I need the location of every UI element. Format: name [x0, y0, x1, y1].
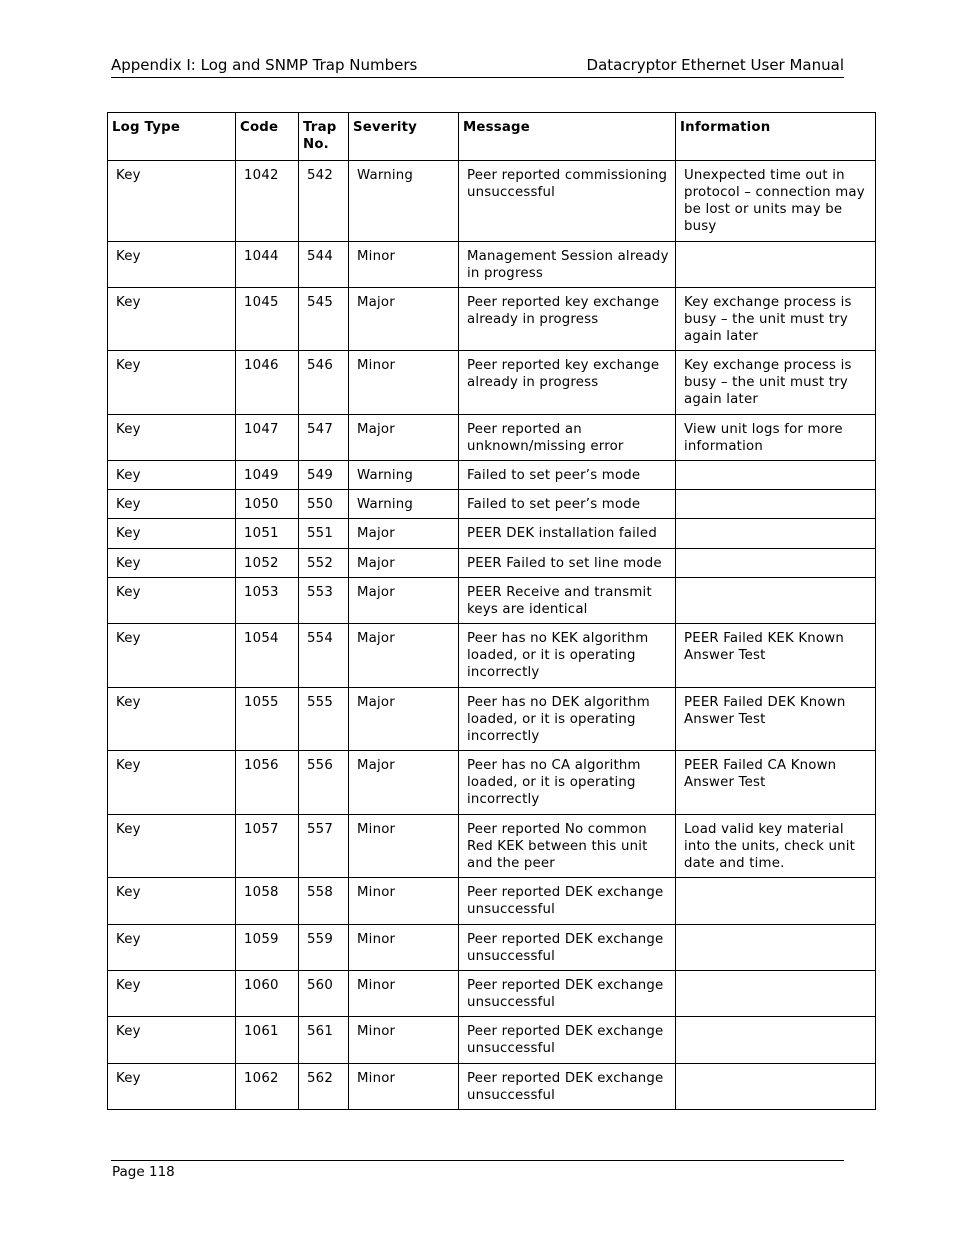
cell-log-type: Key	[108, 351, 236, 415]
cell-code: 1051	[236, 519, 299, 549]
table-row	[108, 288, 876, 351]
cell-code: 1047	[236, 415, 299, 461]
cell-log-type: Key	[108, 490, 236, 519]
cell-severity: Minor	[349, 878, 459, 925]
cell-trap-no: 549	[299, 461, 349, 490]
cell-severity: Major	[349, 549, 459, 578]
cell-severity: Major	[349, 519, 459, 549]
cell-code: 1056	[236, 751, 299, 815]
cell-information	[676, 971, 876, 1017]
cell-code: 1060	[236, 971, 299, 1017]
cell-information: Unexpected time out in protocol – connection may be lost or units may be busy	[676, 161, 876, 242]
cell-information: PEER Failed CA Known Answer Test	[676, 751, 876, 815]
cell-trap-no: 546	[299, 351, 349, 415]
cell-message: Peer reported commissioning unsuccessful	[459, 161, 676, 242]
cell-message: Management Session already in progress	[459, 242, 676, 288]
cell-message: Peer reported key exchange already in progress	[459, 288, 676, 351]
cell-log-type: Key	[108, 519, 236, 549]
cell-severity: Minor	[349, 1064, 459, 1110]
cell-severity: Minor	[349, 351, 459, 415]
cell-code: 1055	[236, 688, 299, 751]
cell-trap-no: 553	[299, 578, 349, 624]
log-trap-table	[107, 112, 876, 1110]
cell-log-type: Key	[108, 242, 236, 288]
cell-message: Peer reported key exchange already in progress	[459, 351, 676, 415]
cell-message: PEER Failed to set line mode	[459, 549, 676, 578]
cell-log-type: Key	[108, 878, 236, 925]
table-body	[108, 161, 876, 1110]
cell-information	[676, 878, 876, 925]
cell-information: PEER Failed KEK Known Answer Test	[676, 624, 876, 688]
cell-log-type: Key	[108, 415, 236, 461]
cell-log-type: Key	[108, 461, 236, 490]
cell-trap-no: 557	[299, 815, 349, 878]
cell-code: 1062	[236, 1064, 299, 1110]
cell-severity: Major	[349, 688, 459, 751]
cell-severity: Major	[349, 288, 459, 351]
cell-information	[676, 519, 876, 549]
cell-trap-no: 545	[299, 288, 349, 351]
cell-code: 1050	[236, 490, 299, 519]
col-header-log-type: Log Type	[108, 113, 236, 161]
table-row	[108, 1017, 876, 1064]
cell-information	[676, 549, 876, 578]
table-row	[108, 461, 876, 490]
cell-message: Peer reported DEK exchange unsuccessful	[459, 878, 676, 925]
cell-severity: Major	[349, 751, 459, 815]
cell-severity: Minor	[349, 971, 459, 1017]
table-row	[108, 578, 876, 624]
cell-message: Peer has no DEK algorithm loaded, or it is operating incorrectly	[459, 688, 676, 751]
table-row	[108, 519, 876, 549]
cell-information: View unit logs for more information	[676, 415, 876, 461]
cell-severity: Warning	[349, 461, 459, 490]
cell-code: 1044	[236, 242, 299, 288]
cell-trap-no: 542	[299, 161, 349, 242]
cell-code: 1058	[236, 878, 299, 925]
cell-trap-no: 562	[299, 1064, 349, 1110]
cell-message: PEER Receive and transmit keys are identical	[459, 578, 676, 624]
table-row	[108, 878, 876, 925]
col-header-information: Information	[676, 113, 876, 161]
cell-message: Peer reported DEK exchange unsuccessful	[459, 1017, 676, 1064]
cell-log-type: Key	[108, 925, 236, 971]
cell-trap-no: 556	[299, 751, 349, 815]
table-row	[108, 925, 876, 971]
cell-log-type: Key	[108, 688, 236, 751]
cell-log-type: Key	[108, 161, 236, 242]
cell-trap-no: 558	[299, 878, 349, 925]
cell-message: Failed to set peer’s mode	[459, 490, 676, 519]
cell-log-type: Key	[108, 624, 236, 688]
cell-information: PEER Failed DEK Known Answer Test	[676, 688, 876, 751]
cell-message: Failed to set peer’s mode	[459, 461, 676, 490]
cell-information	[676, 1064, 876, 1110]
table-row	[108, 751, 876, 815]
col-header-code: Code	[236, 113, 299, 161]
cell-message: Peer reported No common Red KEK between this unit and the peer	[459, 815, 676, 878]
table-header-row	[108, 113, 876, 161]
col-header-trap-no: Trap No.	[299, 113, 349, 161]
cell-trap-no: 554	[299, 624, 349, 688]
col-header-severity: Severity	[349, 113, 459, 161]
cell-severity: Major	[349, 415, 459, 461]
table-row	[108, 624, 876, 688]
cell-message: Peer has no KEK algorithm loaded, or it is operating incorrectly	[459, 624, 676, 688]
col-header-message: Message	[459, 113, 676, 161]
cell-message: Peer reported an unknown/missing error	[459, 415, 676, 461]
cell-code: 1057	[236, 815, 299, 878]
cell-information: Load valid key material into the units, check unit date and time.	[676, 815, 876, 878]
cell-log-type: Key	[108, 578, 236, 624]
table-row	[108, 1064, 876, 1110]
cell-information	[676, 242, 876, 288]
cell-severity: Warning	[349, 490, 459, 519]
page-header	[111, 55, 844, 78]
cell-log-type: Key	[108, 288, 236, 351]
cell-trap-no: 544	[299, 242, 349, 288]
cell-log-type: Key	[108, 815, 236, 878]
cell-severity: Minor	[349, 242, 459, 288]
cell-information	[676, 925, 876, 971]
cell-code: 1042	[236, 161, 299, 242]
table-row	[108, 688, 876, 751]
table-row	[108, 351, 876, 415]
cell-code: 1059	[236, 925, 299, 971]
cell-code: 1052	[236, 549, 299, 578]
cell-trap-no: 552	[299, 549, 349, 578]
cell-code: 1053	[236, 578, 299, 624]
cell-information	[676, 490, 876, 519]
cell-message: Peer reported DEK exchange unsuccessful	[459, 1064, 676, 1110]
cell-information	[676, 578, 876, 624]
cell-log-type: Key	[108, 971, 236, 1017]
cell-severity: Minor	[349, 925, 459, 971]
cell-code: 1045	[236, 288, 299, 351]
cell-trap-no: 559	[299, 925, 349, 971]
cell-trap-no: 550	[299, 490, 349, 519]
cell-information	[676, 461, 876, 490]
cell-trap-no: 551	[299, 519, 349, 549]
table-row	[108, 161, 876, 242]
table-row	[108, 490, 876, 519]
cell-trap-no: 560	[299, 971, 349, 1017]
cell-severity: Minor	[349, 815, 459, 878]
header-manual-title: Datacryptor Ethernet User Manual	[586, 56, 844, 74]
table-row	[108, 242, 876, 288]
cell-message: Peer reported DEK exchange unsuccessful	[459, 971, 676, 1017]
cell-log-type: Key	[108, 1017, 236, 1064]
cell-information: Key exchange process is busy – the unit must try again later	[676, 351, 876, 415]
cell-trap-no: 555	[299, 688, 349, 751]
cell-information	[676, 1017, 876, 1064]
table-row	[108, 549, 876, 578]
cell-code: 1046	[236, 351, 299, 415]
cell-message: PEER DEK installation failed	[459, 519, 676, 549]
cell-severity: Warning	[349, 161, 459, 242]
cell-code: 1054	[236, 624, 299, 688]
cell-log-type: Key	[108, 549, 236, 578]
cell-message: Peer reported DEK exchange unsuccessful	[459, 925, 676, 971]
cell-severity: Minor	[349, 1017, 459, 1064]
table-row	[108, 815, 876, 878]
cell-trap-no: 547	[299, 415, 349, 461]
cell-information: Key exchange process is busy – the unit must try again later	[676, 288, 876, 351]
table-row	[108, 415, 876, 461]
cell-code: 1049	[236, 461, 299, 490]
cell-log-type: Key	[108, 1064, 236, 1110]
footer-divider	[111, 1160, 844, 1161]
cell-trap-no: 561	[299, 1017, 349, 1064]
cell-log-type: Key	[108, 751, 236, 815]
table-row	[108, 971, 876, 1017]
header-section-title: Appendix I: Log and SNMP Trap Numbers	[111, 56, 418, 74]
cell-severity: Major	[349, 624, 459, 688]
page-number: Page 118	[112, 1164, 175, 1180]
cell-severity: Major	[349, 578, 459, 624]
cell-message: Peer has no CA algorithm loaded, or it is operating incorrectly	[459, 751, 676, 815]
cell-code: 1061	[236, 1017, 299, 1064]
